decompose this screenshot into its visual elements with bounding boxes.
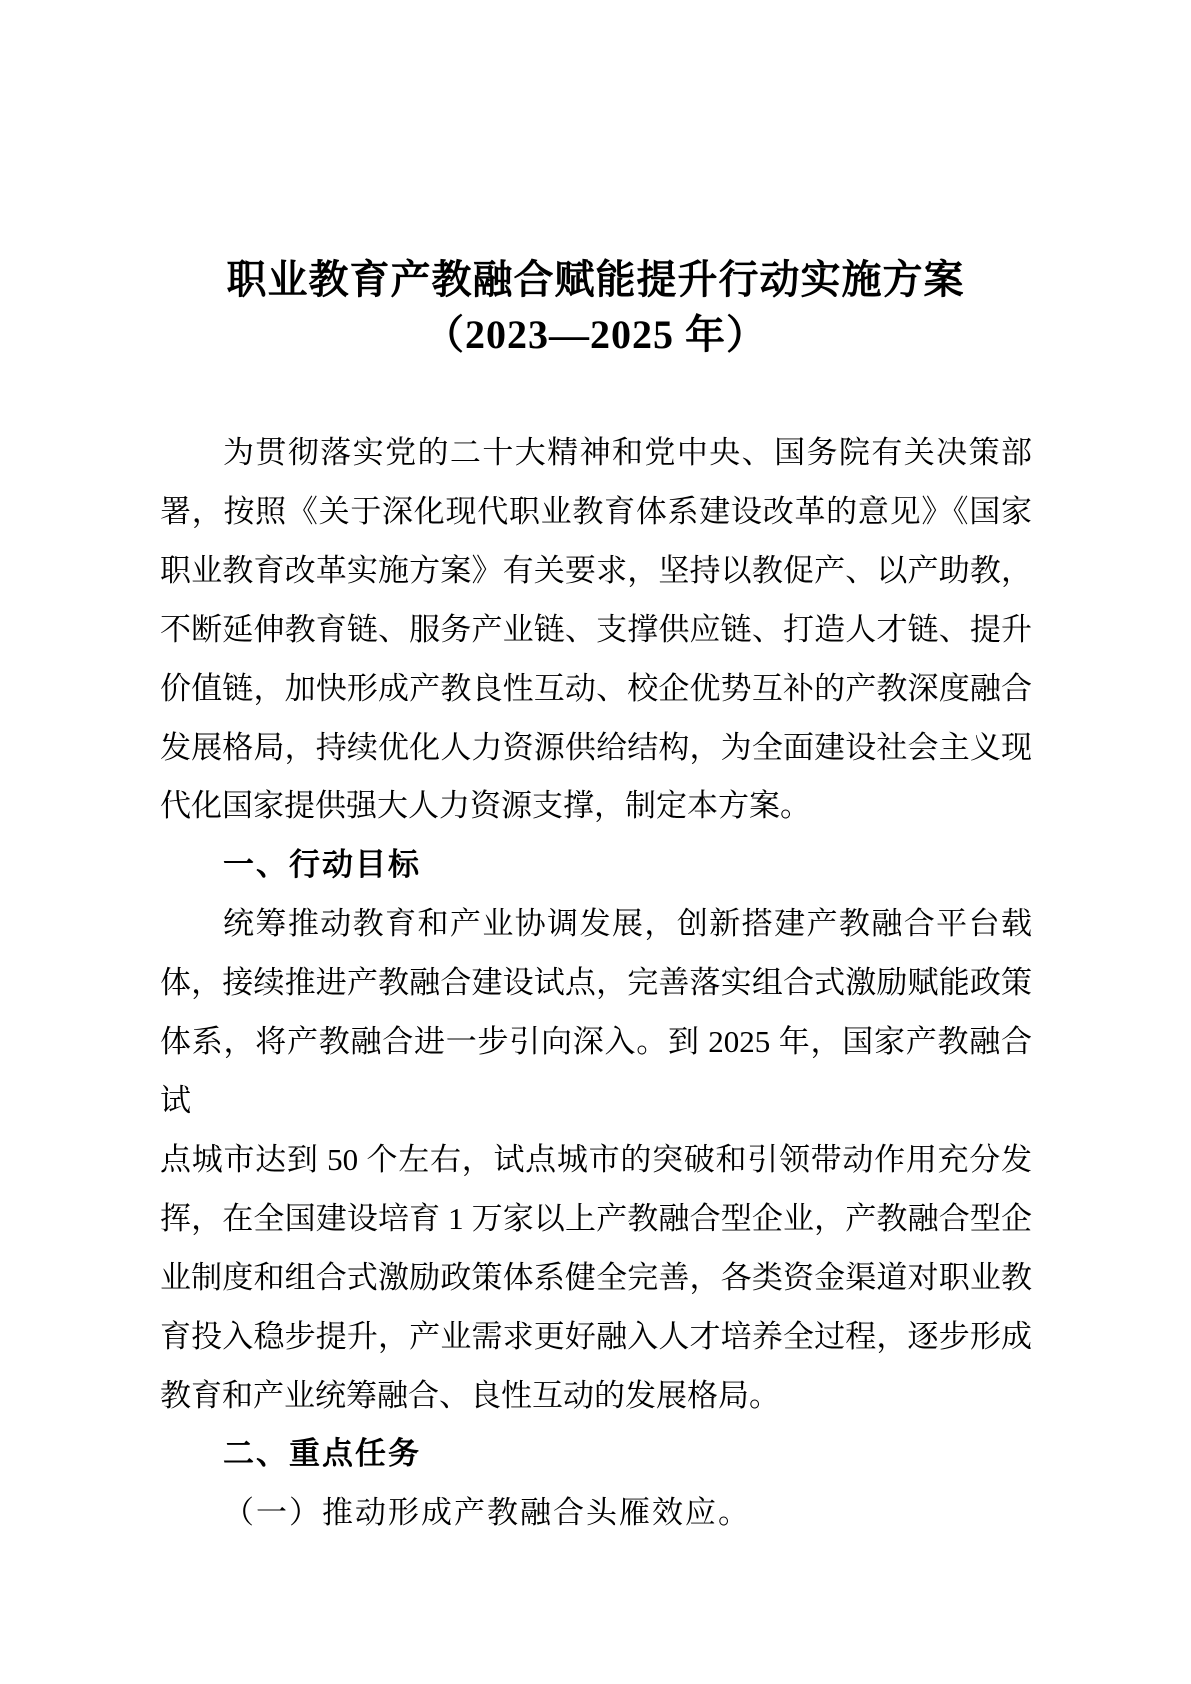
body-line: 业制度和组合式激励政策体系健全完善，各类资金渠道对职业教 xyxy=(160,1259,1032,1295)
section-heading-2: 二、重点任务 xyxy=(223,1436,421,1472)
body-line: 点城市达到 50 个左右，试点城市的突破和引领带动作用充分发 xyxy=(160,1141,1032,1177)
body-line: 挥，在全国建设培育 1 万家以上产教融合型企业，产教融合型企 xyxy=(160,1200,1032,1236)
document-body xyxy=(160,424,1032,1543)
body-line: 署，按照《关于深化现代职业教育体系建设改革的意见》《国家 xyxy=(160,493,1032,529)
body-line: 育投入稳步提升，产业需求更好融入人才培养全过程，逐步形成 xyxy=(160,1318,1032,1354)
subsection-heading: （一）推动形成产教融合头雁效应。 xyxy=(223,1495,751,1531)
section-heading-1: 一、行动目标 xyxy=(223,847,421,883)
body-line: 发展格局，持续优化人力资源供给结构，为全面建设社会主义现 xyxy=(160,729,1032,765)
document-title-line1: 职业教育产教融合赋能提升行动实施方案 xyxy=(226,257,965,302)
body-line: 价值链，加快形成产教良性互动、校企优势互补的产教深度融合 xyxy=(160,670,1032,706)
body-line: 体系，将产教融合进一步引向深入。到 2025 年，国家产教融合试 xyxy=(160,1024,1032,1118)
body-line: 为贯彻落实党的二十大精神和党中央、国务院有关决策部 xyxy=(223,435,1032,470)
body-line: 体，接续推进产教融合建设试点，完善落实组合式激励赋能政策 xyxy=(160,965,1032,1001)
body-line: 职业教育改革实施方案》有关要求，坚持以教促产、以产助教， xyxy=(160,552,1032,588)
document-title-line2: （2023—2025 年） xyxy=(424,312,767,357)
document-title xyxy=(0,252,1191,362)
body-line: 不断延伸教育链、服务产业链、支撑供应链、打造人才链、提升 xyxy=(160,611,1032,647)
body-line: 教育和产业统筹融合、良性互动的发展格局。 xyxy=(160,1377,780,1413)
body-line: 统筹推动教育和产业协调发展，创新搭建产教融合平台载 xyxy=(223,906,1032,942)
body-line: 代化国家提供强大人力资源支撑，制定本方案。 xyxy=(160,788,811,824)
